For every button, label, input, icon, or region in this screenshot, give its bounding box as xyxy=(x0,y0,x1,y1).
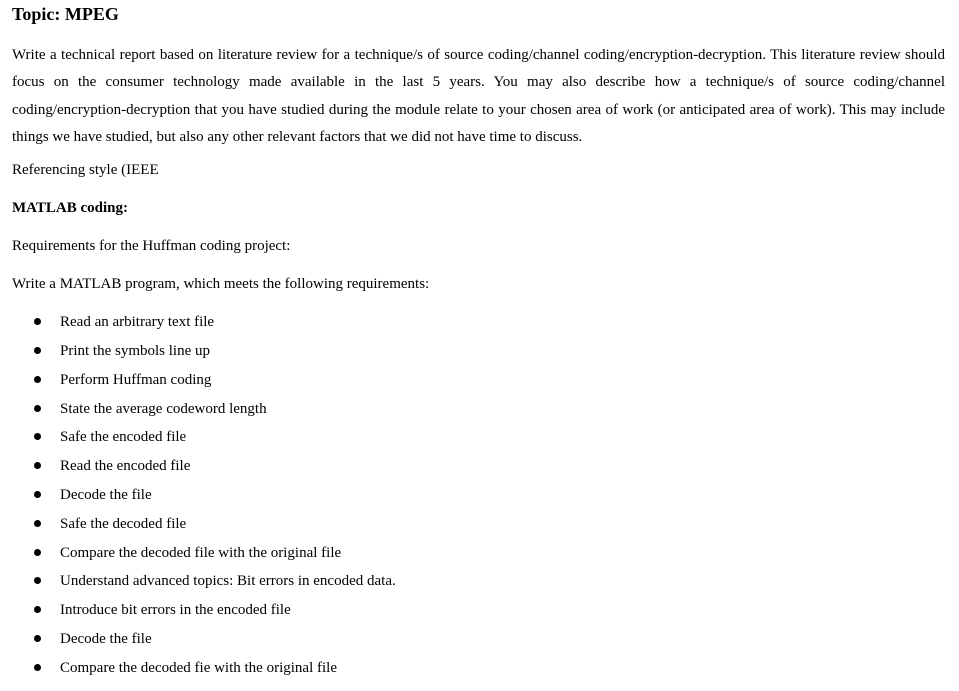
list-item xyxy=(34,370,945,399)
bullet-icon xyxy=(34,347,41,354)
bullet-icon xyxy=(34,318,41,325)
bullet-icon xyxy=(34,664,41,671)
list-item-text: Compare the decoded fie with the original file xyxy=(60,659,337,676)
bullet-icon xyxy=(34,491,41,498)
list-item xyxy=(34,485,945,514)
bullet-icon xyxy=(34,549,41,556)
list-item-text: Compare the decoded file with the original file xyxy=(60,544,342,561)
requirements-intro: Requirements for the Huffman coding project: xyxy=(12,238,291,255)
list-item-text: Perform Huffman coding xyxy=(60,371,212,388)
list-item xyxy=(34,600,945,629)
bullet-icon xyxy=(34,405,41,412)
list-item-text: Decode the file xyxy=(60,630,152,647)
bullet-icon xyxy=(34,635,41,642)
bullet-icon xyxy=(34,376,41,383)
list-item-text: Understand advanced topics: Bit errors in encoded data. xyxy=(60,573,396,590)
topic-heading: Topic: MPEG xyxy=(12,4,119,24)
matlab-heading: MATLAB coding: xyxy=(12,200,128,217)
intro-paragraph: Write a technical report based on literature review for a technique/s of source coding/channel coding/encryption-decryption. This literature review should focus on the consumer technology made available in the last 5 years. You may also describe how a technique/s of source coding/channel coding/encryption-decryption that you have studied during the module relate to your chosen area of work (or anticipated area of work). This may include things we have studied, but also any other relevant factors that we did not have time to discuss. xyxy=(12,47,945,145)
bullet-icon xyxy=(34,433,41,440)
referencing-style-text: Referencing style (IEEE xyxy=(12,162,159,179)
list-item-text: Safe the encoded file xyxy=(60,429,187,446)
list-item xyxy=(34,456,945,485)
list-item xyxy=(34,629,945,658)
bullet-icon xyxy=(34,606,41,613)
list-item-text: Safe the decoded file xyxy=(60,515,187,532)
list-item xyxy=(34,341,945,370)
list-item-text: Print the symbols line up xyxy=(60,342,210,359)
list-item xyxy=(34,543,945,572)
list-item xyxy=(34,571,945,600)
list-item xyxy=(34,312,945,341)
requirements-list xyxy=(12,312,945,686)
bullet-icon xyxy=(34,577,41,584)
list-item-text: Introduce bit errors in the encoded file xyxy=(60,602,291,619)
list-item-text: State the average codeword length xyxy=(60,400,267,417)
list-item xyxy=(34,427,945,456)
program-intro: Write a MATLAB program, which meets the following requirements: xyxy=(12,276,430,293)
list-item xyxy=(34,399,945,428)
list-item xyxy=(34,514,945,543)
list-item-text: Read an arbitrary text file xyxy=(60,314,215,331)
bullet-icon xyxy=(34,462,41,469)
bullet-icon xyxy=(34,520,41,527)
list-item-text: Decode the file xyxy=(60,486,152,503)
list-item-text: Read the encoded file xyxy=(60,458,191,475)
list-item xyxy=(34,658,945,687)
